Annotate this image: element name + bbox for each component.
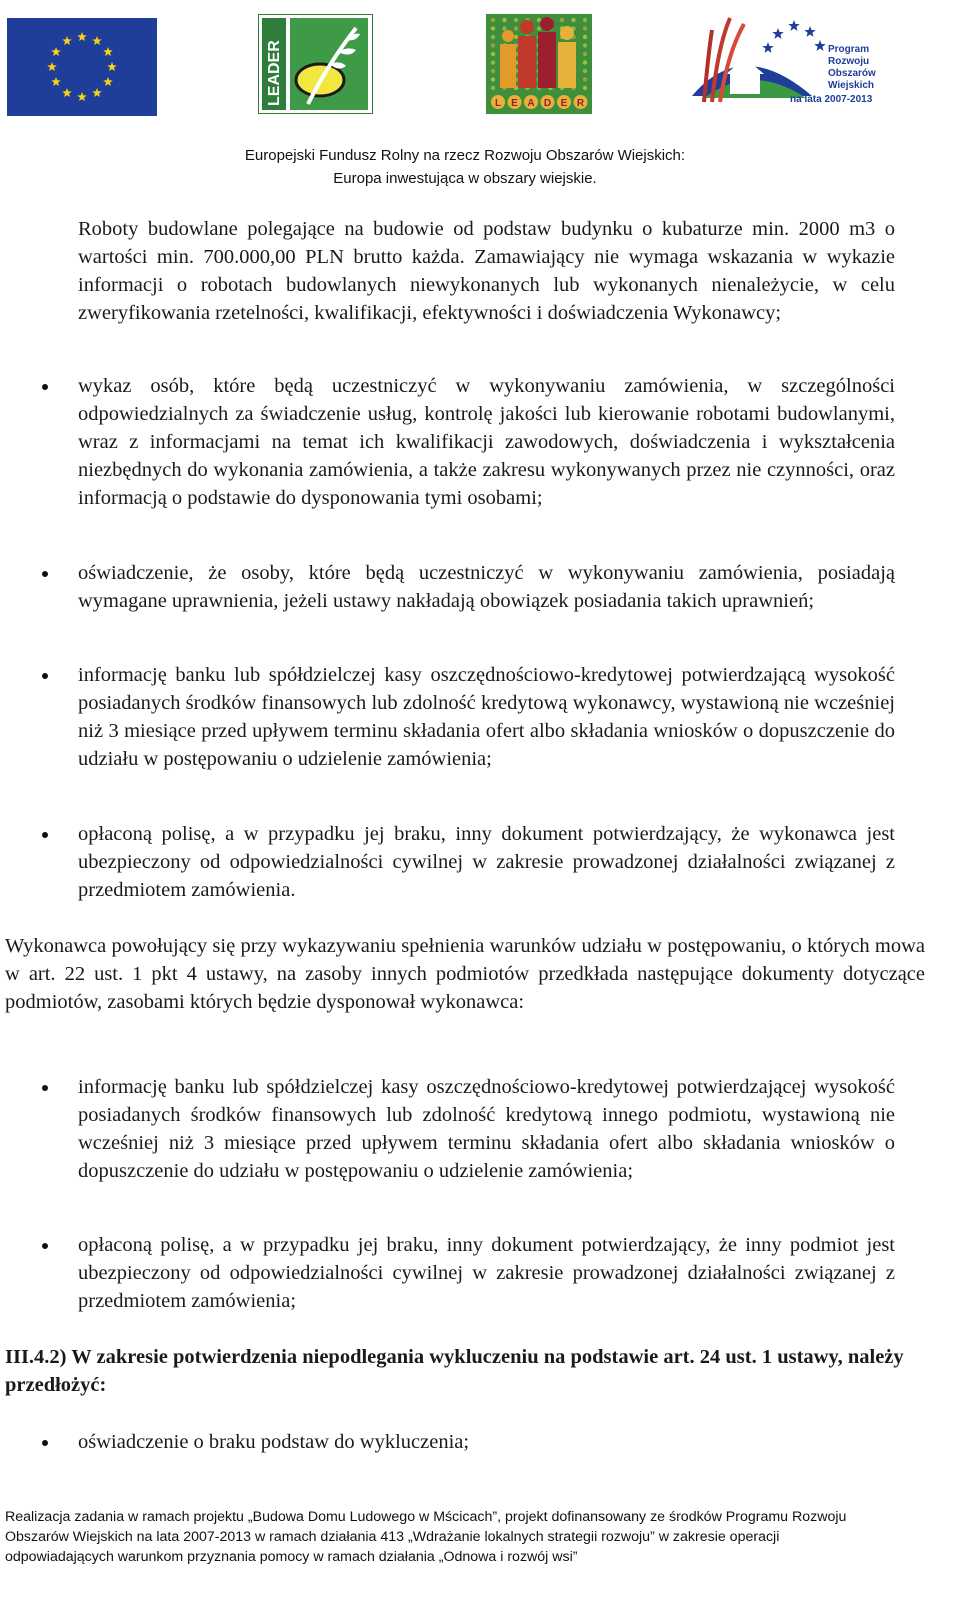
eu-flag-icon	[7, 18, 157, 116]
list-item: oświadczenie o braku podstaw do wykluczenia;	[78, 1431, 470, 1453]
dot-icon	[514, 26, 518, 30]
list-item: informację banku lub spółdzielczej kasy oszczędnościowo-kredytowej potwierdzającej wysokość posiadanych środków finansowych lub zdolność kredytową innego podmiotu, wystawioną nie wcześniej niż 3 miesiące przed upływem terminu składania ofert albo składania wniosków o dopuszczenie do udziału w postępowaniu o udzielenie zamówienia;	[78, 1076, 895, 1182]
leader-letter: L	[494, 98, 502, 109]
list-item: oświadczenie, że osoby, które będą uczestniczyć w wykonywaniu zamówienia, posiadają wymagane uprawnienia, jeżeli ustawy nakładają obowiązek posiadania takich uprawnień;	[78, 562, 895, 612]
footer-line-2: Obszarów Wiejskich na lata 2007-2013 w ramach działania 413 „Wdrażanie lokalnych strategii rozwoju” w zakresie operacji	[5, 1529, 780, 1545]
prow-text-line: Wiejskich	[828, 80, 875, 91]
logo-bar	[0, 0, 960, 125]
dot-icon	[583, 86, 587, 90]
list-item: opłaconą polisę, a w przypadku jej braku, inny dokument potwierdzający, że wykonawca jest ubezpieczony od odpowiedzialności cywilnej w zakresie prowadzonej działalności związanej z przedmiotem zamówienia.	[78, 823, 895, 901]
dot-icon	[583, 77, 587, 81]
star-icon	[788, 20, 799, 31]
bullet-icon	[42, 673, 48, 679]
dot-icon	[514, 18, 518, 22]
dot-icon	[491, 26, 495, 30]
dot-icon	[491, 35, 495, 39]
dot-icon	[560, 18, 564, 22]
resources-paragraph: Wykonawca powołujący się przy wykazywaniu spełnienia warunków udziału w postępowaniu, o których mowa w art. 22 ust. 1 pkt 4 ustawy, na zasoby innych podmiotów przedkłada następujące dokumenty dotyczące podmiotów, zasobami których będzie dysponował wykonawca:	[5, 935, 925, 1013]
list-item: opłaconą polisę, a w przypadku jej braku, inny dokument potwierdzający, że inny podmiot jest ubezpieczony od odpowiedzialności cywilnej w zakresie prowadzonej działalności związanej z przedmiotem zamówienia;	[78, 1234, 895, 1312]
leader-letter: E	[511, 98, 518, 109]
prow-years: na lata 2007-2013	[790, 94, 873, 105]
list-item: wykaz osób, które będą uczestniczyć w wykonywaniu zamówienia, w szczególności odpowiedzialnych za świadczenie usług, kontrolę jakości lub kierowanie robotami budowlanymi, wraz z informacjami na temat ich kwalifikacji zawodowych, doświadczenia i wykształcenia niezbędnych do wykonania zamówienia, a także zakresu wykonywanych przez nie czynności, oraz informacją o podstawie do dysponowania tymi osobami;	[78, 375, 895, 509]
leader-people-logo-icon	[486, 14, 592, 114]
leader-logo-icon	[258, 14, 373, 114]
star-icon	[814, 40, 825, 51]
bullet-icon	[42, 1085, 48, 1091]
dot-icon	[491, 86, 495, 90]
prow-text-line: Obszarów	[828, 68, 876, 79]
dot-icon	[491, 18, 495, 22]
section-heading: III.4.2) W zakresie potwierdzenia niepodlegania wykluczeniu na podstawie art. 24 ust. 1 ustawy, należy przedłożyć:	[5, 1346, 904, 1396]
prow-logo-icon	[682, 6, 882, 118]
leader-letter: A	[527, 98, 535, 109]
bullet-icon	[42, 384, 48, 390]
bullet-icon	[42, 832, 48, 838]
fund-line-2: Europa inwestująca w obszary wiejskie.	[333, 170, 597, 187]
dot-icon	[583, 26, 587, 30]
dot-icon	[583, 43, 587, 47]
dot-icon	[491, 52, 495, 56]
dot-icon	[583, 35, 587, 39]
continuation-paragraph: Roboty budowlane polegające na budowie od podstaw budynku o kubaturze min. 2000 m3 o wartości min. 700.000,00 PLN brutto każda. Zamawiający nie wymaga wskazania w wykazie informacji o robotach budowlanych niewykonanych lub wykonanych nienależycie, w celu zweryfikowania rzetelności, kwalifikacji, efektywności i doświadczenia Wykonawcy;	[78, 218, 895, 324]
prow-text-line: Program	[828, 44, 870, 55]
list-item: informację banku lub spółdzielczej kasy oszczędnościowo-kredytowej potwierdzającą wysokość posiadanych środków finansowych lub zdolność kredytową wykonawcy, wystawioną nie wcześniej niż 3 miesiące przed upływem terminu składania ofert albo składania wniosków o dopuszczenie do udziału w postępowaniu o udzielenie zamówienia;	[78, 664, 895, 770]
dot-icon	[502, 26, 506, 30]
star-icon	[762, 42, 773, 53]
dot-icon	[583, 52, 587, 56]
dot-icon	[491, 69, 495, 73]
leader-vertical-text: LEADER	[266, 40, 283, 106]
dot-icon	[491, 60, 495, 64]
dot-icon	[491, 77, 495, 81]
fund-header	[0, 144, 930, 190]
dot-icon	[502, 18, 506, 22]
footer-line-1: Realizacja zadania w ramach projektu „Budowa Domu Ludowego w Mścicach”, projekt dofinansowany ze środków Programu Rozwoju	[5, 1509, 847, 1525]
star-icon	[772, 28, 783, 39]
page-footer	[5, 1507, 925, 1567]
dot-icon	[537, 26, 541, 30]
bullet-icon	[42, 571, 48, 577]
bullet-icon	[42, 1440, 48, 1446]
dot-icon	[583, 18, 587, 22]
leader-letter: R	[576, 98, 585, 109]
dot-icon	[514, 35, 518, 39]
fund-line-1: Europejski Fundusz Rolny na rzecz Rozwoju Obszarów Wiejskich:	[244, 147, 686, 164]
dot-icon	[583, 69, 587, 73]
bullet-icon	[42, 1243, 48, 1249]
prow-text-line: Rozwoju	[828, 56, 870, 67]
footer-line-3: odpowiadających warunkom przyznania pomocy w ramach działania „Odnowa i rozwój wsi”	[5, 1549, 578, 1565]
leader-letter: E	[560, 98, 568, 109]
dot-icon	[491, 43, 495, 47]
star-icon	[804, 26, 815, 37]
dot-icon	[583, 60, 587, 64]
dot-icon	[571, 18, 575, 22]
leader-letter: D	[543, 98, 552, 109]
